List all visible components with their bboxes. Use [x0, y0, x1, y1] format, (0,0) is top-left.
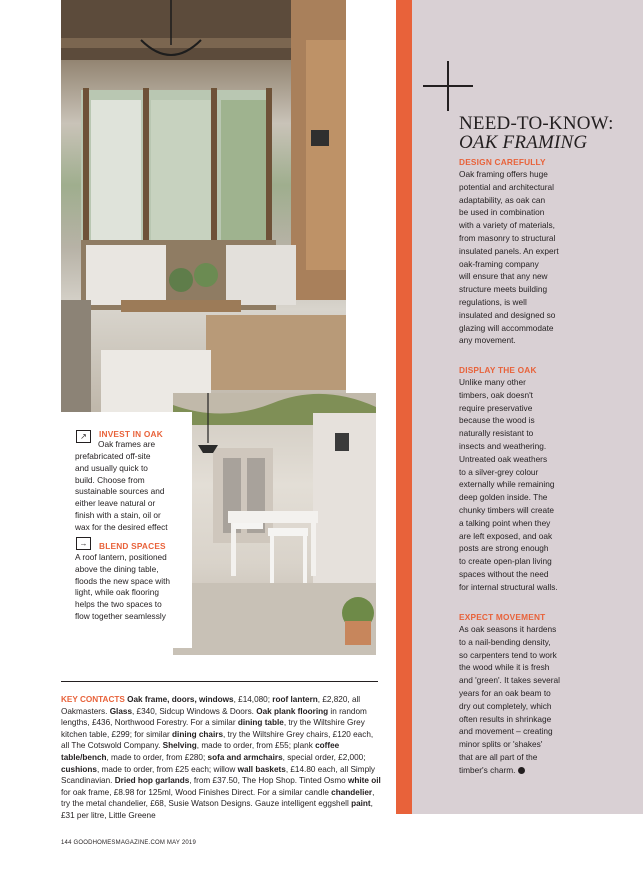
section-body-movement: As oak seasons it hardens to a nail-bending density, so carpenters tend to work the wood while it is fresh and 'green'. It takes several years for an oak beam to dry out completely, which often results in shrinkage and movement – creating minor splits or 'shakes' that are all part of the timber's charm.	[459, 624, 560, 775]
caption-body-invest-top: Oak frames are	[98, 439, 156, 449]
section-body-display: Unlike many other timbers, oak doesn't require preservative because the wood is naturally resistant to insects and weathering. Untreated oak weathers to a silver-grey colour externally while remaining deep golden inside. The chunky timbers will create a talking point when they are left exposed, and oak posts are strong enough to create open-plan living spaces without the need for internal structural walls.	[459, 377, 558, 592]
end-mark-icon	[518, 767, 525, 774]
arrow-up-right-icon: ↗	[76, 430, 91, 443]
conservatory-photo	[61, 0, 346, 412]
caption-body-blend: A roof lantern, positioned above the dining table, floods the new space with light, while oak flooring helps the two spaces to flow together seamlessly	[75, 552, 171, 621]
page-footer	[61, 840, 196, 846]
panel-title-line2: OAK FRAMING	[459, 132, 588, 153]
caption-body-invest: prefabricated off-site and usually quick to build. Choose from sustainable sources and either leave natural or finish with a stain, oil or wax for the desired effect	[75, 451, 168, 532]
caption-heading-blend: BLEND SPACES	[99, 541, 166, 551]
key-contacts-text: Oak frame, doors, windows, £14,080; roof lantern, £2,820, all Oakmasters. Glass, £340, Sidcup Windows & Doors. Oak plank flooring in random lengths, £436, Northwood Forestry. For a similar dining table, try the Wiltshire Grey kitchen table, £299; for similar dining chairs, try the Wiltshire Grey chairs, £120 each, all The Cotswold Company. Shelving, made to order, from £55; plank coffee table/bench, made to order, from £280; sofa and armchairs, special order, £2,000; cushions, made to order, from £25 each; willow wall baskets, £14.80 each, all Simply Scandinavian. Dried hop garlands, from £37.50, The Hop Shop. Tinted Osmo white oil for oak frame, £8.98 for 125ml, Wood Finishes Direct. For a similar candle chandelier, try the metal chandelier, £68, Susie Watson Designs. Gauze intelligent eggshell paint, £31 per litre, Little Greene	[61, 695, 381, 820]
page-number: 144	[61, 840, 72, 846]
panel-title-line1: NEED-TO-KNOW:	[459, 113, 614, 134]
plus-icon	[423, 61, 473, 111]
caption-heading-invest: INVEST IN OAK	[99, 429, 163, 439]
section-heading-movement: EXPECT MOVEMENT	[459, 612, 546, 622]
panel-title	[459, 114, 639, 152]
dining-room-photo	[173, 393, 376, 655]
footer-site: GOODHOMESMAGAZINE.COM	[73, 840, 166, 846]
section-heading-display: DISPLAY THE OAK	[459, 365, 537, 375]
divider-rule	[61, 681, 378, 682]
section-heading-design: DESIGN CAREFULLY	[459, 157, 546, 167]
key-contacts-heading: KEY CONTACTS	[61, 695, 125, 704]
key-contacts	[61, 694, 381, 822]
arrow-right-icon: →	[76, 537, 91, 550]
accent-stripe	[396, 0, 412, 814]
section-body-design: Oak framing offers huge potential and architectural adaptability, as oak can be used in combination with a variety of materials, from masonry to structural insulated panels. An expert oak-framing company will ensure that any new structure meets building regulations, is well insulated and designed so glazing will accommodate any movement.	[459, 169, 559, 346]
footer-issue: MAY 2019	[166, 840, 196, 846]
